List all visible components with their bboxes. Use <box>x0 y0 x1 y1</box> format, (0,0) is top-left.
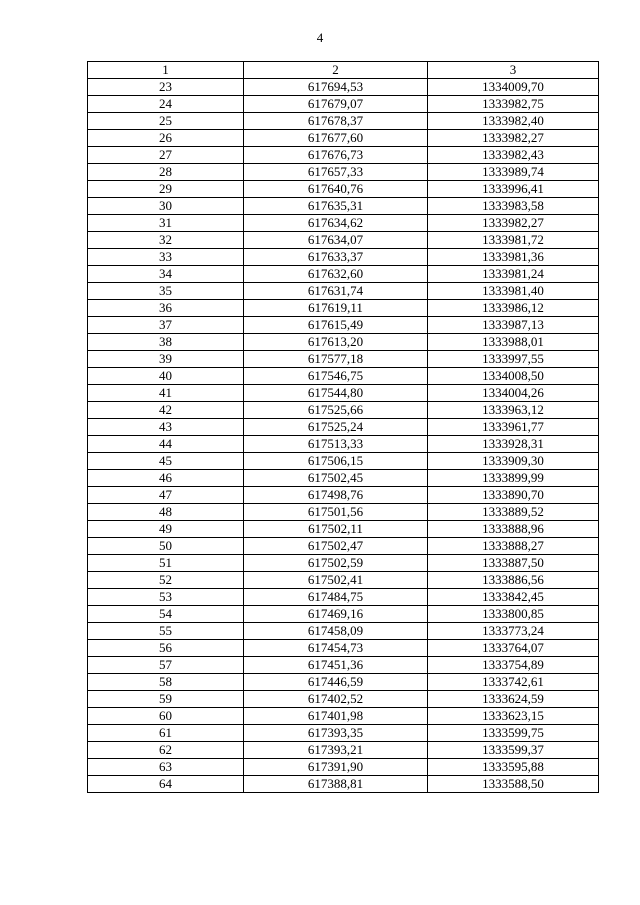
x-coordinate-cell: 617677,60 <box>244 130 428 147</box>
x-coordinate-cell: 617546,75 <box>244 368 428 385</box>
point-number-cell: 47 <box>88 487 244 504</box>
table-row <box>88 181 599 198</box>
y-coordinate-cell: 1334009,70 <box>428 79 599 96</box>
table-row <box>88 215 599 232</box>
y-coordinate-cell: 1333988,01 <box>428 334 599 351</box>
y-coordinate-cell: 1333909,30 <box>428 453 599 470</box>
point-number-cell: 44 <box>88 436 244 453</box>
table-row <box>88 776 599 793</box>
table-row <box>88 487 599 504</box>
table-row <box>88 742 599 759</box>
table-row <box>88 385 599 402</box>
x-coordinate-cell: 617631,74 <box>244 283 428 300</box>
point-number-cell: 55 <box>88 623 244 640</box>
y-coordinate-cell: 1333890,70 <box>428 487 599 504</box>
table-row <box>88 113 599 130</box>
coordinates-table <box>87 61 599 793</box>
table-row <box>88 351 599 368</box>
x-coordinate-cell: 617632,60 <box>244 266 428 283</box>
y-coordinate-cell: 1333961,77 <box>428 419 599 436</box>
y-coordinate-cell: 1333623,15 <box>428 708 599 725</box>
x-coordinate-cell: 617502,59 <box>244 555 428 572</box>
y-coordinate-cell: 1333887,50 <box>428 555 599 572</box>
y-coordinate-cell: 1333982,27 <box>428 215 599 232</box>
x-coordinate-cell: 617544,80 <box>244 385 428 402</box>
y-coordinate-cell: 1333989,74 <box>428 164 599 181</box>
table-row <box>88 164 599 181</box>
x-coordinate-cell: 617401,98 <box>244 708 428 725</box>
table-row <box>88 657 599 674</box>
y-coordinate-cell: 1333987,13 <box>428 317 599 334</box>
point-number-cell: 64 <box>88 776 244 793</box>
table-row <box>88 589 599 606</box>
x-coordinate-cell: 617502,47 <box>244 538 428 555</box>
y-coordinate-cell: 1334004,26 <box>428 385 599 402</box>
y-coordinate-cell: 1333981,36 <box>428 249 599 266</box>
y-coordinate-cell: 1333981,40 <box>428 283 599 300</box>
y-coordinate-cell: 1333888,27 <box>428 538 599 555</box>
y-coordinate-cell: 1333982,75 <box>428 96 599 113</box>
point-number-cell: 25 <box>88 113 244 130</box>
y-coordinate-cell: 1333588,50 <box>428 776 599 793</box>
x-coordinate-cell: 617501,56 <box>244 504 428 521</box>
table-row <box>88 419 599 436</box>
point-number-cell: 31 <box>88 215 244 232</box>
x-coordinate-cell: 617613,20 <box>244 334 428 351</box>
y-coordinate-cell: 1333982,40 <box>428 113 599 130</box>
point-number-cell: 48 <box>88 504 244 521</box>
point-number-cell: 24 <box>88 96 244 113</box>
table-row <box>88 759 599 776</box>
table-row <box>88 538 599 555</box>
x-coordinate-cell: 617402,52 <box>244 691 428 708</box>
table-row <box>88 691 599 708</box>
point-number-cell: 28 <box>88 164 244 181</box>
point-number-cell: 61 <box>88 725 244 742</box>
table-row <box>88 300 599 317</box>
x-coordinate-cell: 617694,53 <box>244 79 428 96</box>
point-number-cell: 29 <box>88 181 244 198</box>
column-header-y: 3 <box>428 62 599 79</box>
table-row <box>88 334 599 351</box>
x-coordinate-cell: 617391,90 <box>244 759 428 776</box>
y-coordinate-cell: 1333981,24 <box>428 266 599 283</box>
point-number-cell: 34 <box>88 266 244 283</box>
point-number-cell: 40 <box>88 368 244 385</box>
x-coordinate-cell: 617458,09 <box>244 623 428 640</box>
table-header <box>88 62 599 79</box>
column-header-point-number: 1 <box>88 62 244 79</box>
point-number-cell: 46 <box>88 470 244 487</box>
table-row <box>88 470 599 487</box>
x-coordinate-cell: 617640,76 <box>244 181 428 198</box>
point-number-cell: 54 <box>88 606 244 623</box>
x-coordinate-cell: 617502,11 <box>244 521 428 538</box>
y-coordinate-cell: 1333754,89 <box>428 657 599 674</box>
table-row <box>88 572 599 589</box>
column-header-x: 2 <box>244 62 428 79</box>
y-coordinate-cell: 1333986,12 <box>428 300 599 317</box>
point-number-cell: 57 <box>88 657 244 674</box>
x-coordinate-cell: 617678,37 <box>244 113 428 130</box>
table-body <box>88 79 599 793</box>
point-number-cell: 60 <box>88 708 244 725</box>
point-number-cell: 52 <box>88 572 244 589</box>
table-row <box>88 402 599 419</box>
x-coordinate-cell: 617619,11 <box>244 300 428 317</box>
table-row <box>88 317 599 334</box>
x-coordinate-cell: 617469,16 <box>244 606 428 623</box>
page-number: 4 <box>316 30 324 45</box>
table-row <box>88 521 599 538</box>
x-coordinate-cell: 617388,81 <box>244 776 428 793</box>
table-row <box>88 79 599 96</box>
point-number-cell: 50 <box>88 538 244 555</box>
point-number-cell: 30 <box>88 198 244 215</box>
point-number-cell: 33 <box>88 249 244 266</box>
table-row <box>88 555 599 572</box>
x-coordinate-cell: 617633,37 <box>244 249 428 266</box>
x-coordinate-cell: 617454,73 <box>244 640 428 657</box>
point-number-cell: 45 <box>88 453 244 470</box>
point-number-cell: 63 <box>88 759 244 776</box>
y-coordinate-cell: 1333886,56 <box>428 572 599 589</box>
x-coordinate-cell: 617676,73 <box>244 147 428 164</box>
y-coordinate-cell: 1333842,45 <box>428 589 599 606</box>
table-row <box>88 249 599 266</box>
point-number-cell: 41 <box>88 385 244 402</box>
x-coordinate-cell: 617393,21 <box>244 742 428 759</box>
table-row <box>88 198 599 215</box>
y-coordinate-cell: 1333928,31 <box>428 436 599 453</box>
x-coordinate-cell: 617525,66 <box>244 402 428 419</box>
x-coordinate-cell: 617498,76 <box>244 487 428 504</box>
y-coordinate-cell: 1333888,96 <box>428 521 599 538</box>
table-row <box>88 453 599 470</box>
point-number-cell: 56 <box>88 640 244 657</box>
table-row <box>88 708 599 725</box>
x-coordinate-cell: 617634,07 <box>244 232 428 249</box>
x-coordinate-cell: 617446,59 <box>244 674 428 691</box>
x-coordinate-cell: 617393,35 <box>244 725 428 742</box>
header-row <box>88 62 599 79</box>
table-row <box>88 147 599 164</box>
y-coordinate-cell: 1333982,27 <box>428 130 599 147</box>
y-coordinate-cell: 1333773,24 <box>428 623 599 640</box>
y-coordinate-cell: 1333800,85 <box>428 606 599 623</box>
point-number-cell: 37 <box>88 317 244 334</box>
table-row <box>88 725 599 742</box>
y-coordinate-cell: 1333742,61 <box>428 674 599 691</box>
point-number-cell: 26 <box>88 130 244 147</box>
point-number-cell: 59 <box>88 691 244 708</box>
table-row <box>88 640 599 657</box>
y-coordinate-cell: 1333624,59 <box>428 691 599 708</box>
y-coordinate-cell: 1333997,55 <box>428 351 599 368</box>
x-coordinate-cell: 617679,07 <box>244 96 428 113</box>
table-row <box>88 623 599 640</box>
table-row <box>88 232 599 249</box>
table-row <box>88 504 599 521</box>
point-number-cell: 58 <box>88 674 244 691</box>
x-coordinate-cell: 617502,45 <box>244 470 428 487</box>
point-number-cell: 27 <box>88 147 244 164</box>
y-coordinate-cell: 1333599,75 <box>428 725 599 742</box>
point-number-cell: 39 <box>88 351 244 368</box>
point-number-cell: 38 <box>88 334 244 351</box>
y-coordinate-cell: 1333983,58 <box>428 198 599 215</box>
x-coordinate-cell: 617484,75 <box>244 589 428 606</box>
x-coordinate-cell: 617513,33 <box>244 436 428 453</box>
y-coordinate-cell: 1333899,99 <box>428 470 599 487</box>
point-number-cell: 32 <box>88 232 244 249</box>
point-number-cell: 51 <box>88 555 244 572</box>
y-coordinate-cell: 1333996,41 <box>428 181 599 198</box>
y-coordinate-cell: 1333981,72 <box>428 232 599 249</box>
table-row <box>88 130 599 147</box>
x-coordinate-cell: 617577,18 <box>244 351 428 368</box>
point-number-cell: 42 <box>88 402 244 419</box>
y-coordinate-cell: 1334008,50 <box>428 368 599 385</box>
x-coordinate-cell: 617657,33 <box>244 164 428 181</box>
point-number-cell: 49 <box>88 521 244 538</box>
point-number-cell: 35 <box>88 283 244 300</box>
y-coordinate-cell: 1333595,88 <box>428 759 599 776</box>
table-row <box>88 674 599 691</box>
x-coordinate-cell: 617634,62 <box>244 215 428 232</box>
x-coordinate-cell: 617506,15 <box>244 453 428 470</box>
point-number-cell: 53 <box>88 589 244 606</box>
y-coordinate-cell: 1333764,07 <box>428 640 599 657</box>
y-coordinate-cell: 1333599,37 <box>428 742 599 759</box>
y-coordinate-cell: 1333889,52 <box>428 504 599 521</box>
table-row <box>88 96 599 113</box>
x-coordinate-cell: 617615,49 <box>244 317 428 334</box>
y-coordinate-cell: 1333963,12 <box>428 402 599 419</box>
table-row <box>88 436 599 453</box>
x-coordinate-cell: 617502,41 <box>244 572 428 589</box>
x-coordinate-cell: 617525,24 <box>244 419 428 436</box>
x-coordinate-cell: 617635,31 <box>244 198 428 215</box>
table-row <box>88 283 599 300</box>
point-number-cell: 62 <box>88 742 244 759</box>
point-number-cell: 23 <box>88 79 244 96</box>
x-coordinate-cell: 617451,36 <box>244 657 428 674</box>
y-coordinate-cell: 1333982,43 <box>428 147 599 164</box>
table-row <box>88 368 599 385</box>
table-row <box>88 266 599 283</box>
point-number-cell: 43 <box>88 419 244 436</box>
point-number-cell: 36 <box>88 300 244 317</box>
table-row <box>88 606 599 623</box>
